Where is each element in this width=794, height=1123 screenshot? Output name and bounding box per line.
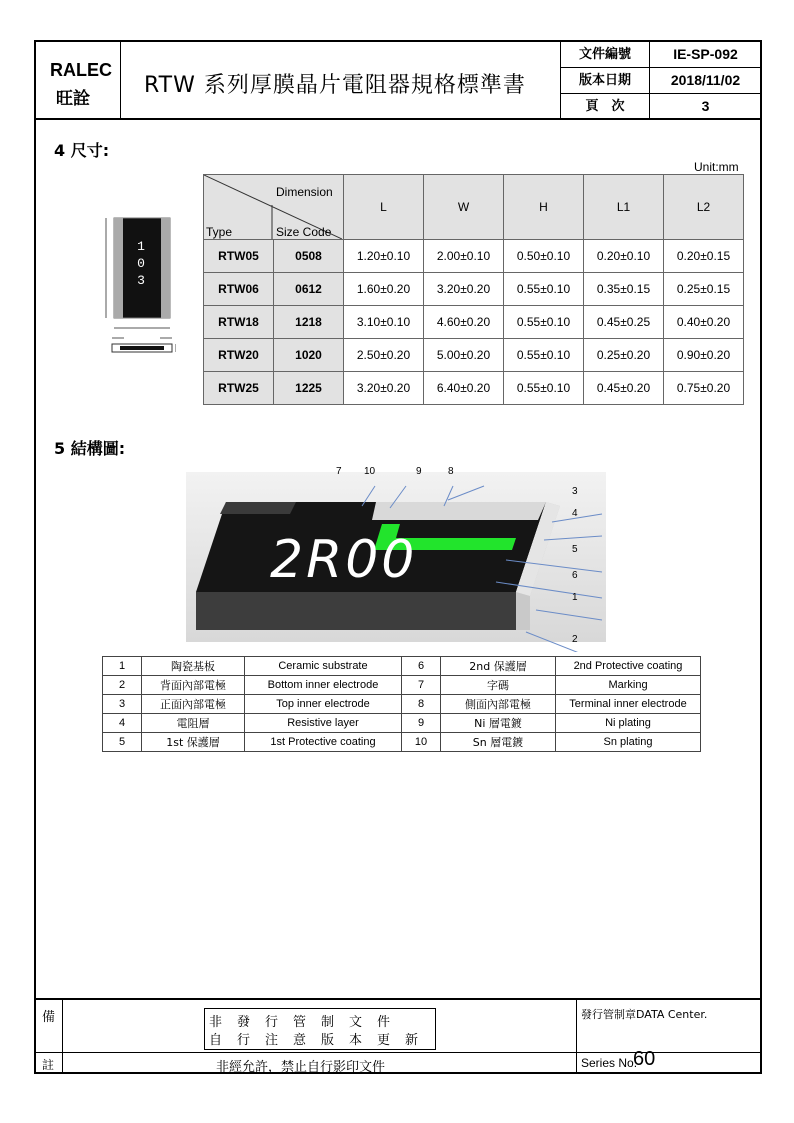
type-cell: RTW05: [204, 240, 274, 272]
type-code-cell: [204, 273, 344, 306]
company-logo: [36, 42, 121, 118]
size-code-cell: 1225: [295, 381, 322, 395]
control-stamp: [204, 1008, 436, 1050]
value-cell: 5.00±0.20: [424, 339, 504, 372]
copy-notice: 非經允許，禁止自行影印文件: [216, 1060, 386, 1075]
dimension-table: [203, 174, 744, 405]
parts-row: [103, 676, 701, 695]
callout-7: 7: [336, 466, 342, 477]
part-number: 3: [103, 695, 142, 714]
series-label: Series No.: [581, 1056, 638, 1070]
value-cell: 0.35±0.15: [584, 273, 664, 306]
callout-9: 9: [416, 466, 422, 477]
part-number: 9: [402, 714, 441, 733]
part-name-en: Ni plating: [556, 714, 701, 733]
value-cell: 0.55±0.10: [504, 339, 584, 372]
table-row: [204, 339, 744, 372]
corner-size-code: Size Code: [276, 225, 332, 239]
column-header: L: [344, 175, 424, 240]
callout-3: 3: [572, 486, 578, 497]
part-name-en: Resistive layer: [245, 714, 402, 733]
part-number: 2: [103, 676, 142, 695]
value-cell: 0.55±0.10: [504, 273, 584, 306]
part-number: 5: [103, 733, 142, 752]
table-row: [204, 372, 744, 405]
size-code-cell: 1020: [295, 348, 322, 362]
table-corner-cell: [204, 175, 344, 240]
part-name-zh: 背面內部電極: [142, 676, 245, 695]
document-footer: [36, 998, 760, 1074]
value-cell: 0.75±0.20: [664, 372, 744, 405]
value-cell: 0.25±0.15: [664, 273, 744, 306]
value-cell: 4.60±0.20: [424, 306, 504, 339]
part-name-en: Terminal inner electrode: [556, 695, 701, 714]
part-number: 8: [402, 695, 441, 714]
parts-row: [103, 657, 701, 676]
part-name-zh: Ni 層電鍍: [441, 714, 556, 733]
footer-right-col: [576, 1000, 761, 1074]
meta-row-date: [561, 68, 761, 94]
footer-label-col: [36, 1000, 63, 1074]
parts-row: [103, 733, 701, 752]
parts-table-body: [103, 657, 701, 752]
table-row: [204, 273, 744, 306]
value-cell: 0.90±0.20: [664, 339, 744, 372]
part-name-en: Ceramic substrate: [245, 657, 402, 676]
dimension-drawing: [96, 210, 176, 380]
value-cell: 2.50±0.20: [344, 339, 424, 372]
parts-row: [103, 714, 701, 733]
column-header: L1: [584, 175, 664, 240]
footer-label-bottom: 註: [42, 1058, 55, 1072]
value-cell: 3.20±0.20: [344, 372, 424, 405]
stamp-line-2: 自行注意版本更新: [209, 1033, 434, 1048]
part-number: 6: [402, 657, 441, 676]
part-number: 4: [103, 714, 142, 733]
size-code-cell: 0508: [295, 249, 322, 263]
dimension-table-body: [204, 240, 744, 405]
section-4-title: 4 尺寸:: [54, 141, 110, 160]
type-code-cell: [204, 240, 344, 273]
value-cell: 2.00±0.10: [424, 240, 504, 273]
issuer-label: 發行管制章DATA Center.: [581, 1008, 708, 1021]
part-name-en: Bottom inner electrode: [245, 676, 402, 695]
size-code-cell: 0612: [295, 282, 322, 296]
size-code-cell: 1218: [295, 315, 322, 329]
series-number: 60: [633, 1048, 656, 1070]
value-cell: 3.10±0.10: [344, 306, 424, 339]
part-number: 7: [402, 676, 441, 695]
part-name-zh: Sn 層電鍍: [441, 733, 556, 752]
part-name-zh: 電阻層: [142, 714, 245, 733]
callout-2: 2: [572, 634, 578, 645]
callout-10: 10: [364, 466, 376, 477]
table-row: [204, 306, 744, 339]
part-name-zh: 陶瓷基板: [142, 657, 245, 676]
type-code-cell: [204, 306, 344, 339]
type-cell: RTW18: [204, 306, 274, 338]
logo-zh: 旺詮: [56, 89, 90, 109]
drawing-marking: 103: [137, 239, 145, 288]
value-cell: 0.20±0.10: [584, 240, 664, 273]
part-name-en: 1st Protective coating: [245, 733, 402, 752]
part-number: 10: [402, 733, 441, 752]
type-cell: RTW06: [204, 273, 274, 305]
part-number: 1: [103, 657, 142, 676]
corner-type: Type: [206, 225, 233, 239]
meta-row-page: [561, 94, 761, 119]
callout-6: 6: [572, 570, 578, 581]
value-cell: 3.20±0.20: [424, 273, 504, 306]
type-code-cell: [204, 339, 344, 372]
meta-key: 版本日期: [561, 68, 650, 93]
part-name-zh: 2nd 保護層: [441, 657, 556, 676]
meta-key: 文件編號: [561, 42, 650, 67]
logo-en: RALEC: [50, 60, 112, 80]
part-name-en: Top inner electrode: [245, 695, 402, 714]
footer-label-top: 備: [42, 1010, 56, 1025]
meta-value: 3: [701, 98, 710, 114]
value-cell: 0.20±0.15: [664, 240, 744, 273]
page-frame: [34, 40, 762, 1074]
document-meta: [560, 42, 761, 118]
type-cell: RTW20: [204, 339, 274, 371]
callout-4: 4: [572, 508, 578, 519]
value-cell: 0.55±0.10: [504, 306, 584, 339]
part-name-en: Sn plating: [556, 733, 701, 752]
stamp-line-1: 非發行管制文件: [209, 1015, 406, 1030]
value-cell: 0.45±0.20: [584, 372, 664, 405]
column-header: H: [504, 175, 584, 240]
parts-table: [102, 656, 701, 752]
part-name-zh: 側面內部電極: [441, 695, 556, 714]
part-name-zh: 1st 保護層: [142, 733, 245, 752]
type-cell: RTW25: [204, 372, 274, 404]
document-title: RTW 系列厚膜晶片電阻器規格標準書: [144, 73, 526, 98]
part-name-en: 2nd Protective coating: [556, 657, 701, 676]
value-cell: 6.40±0.20: [424, 372, 504, 405]
table-row: [204, 240, 744, 273]
part-name-en: Marking: [556, 676, 701, 695]
meta-key: 頁 次: [561, 94, 650, 119]
section-5-title: 5 結構圖:: [54, 439, 126, 458]
callout-1: 1: [572, 592, 578, 603]
value-cell: 0.45±0.25: [584, 306, 664, 339]
value-cell: 1.20±0.10: [344, 240, 424, 273]
corner-dimension: Dimension: [276, 185, 333, 199]
unit-label: Unit:mm: [694, 160, 739, 174]
value-cell: 0.55±0.10: [504, 372, 584, 405]
meta-row-doc-no: [561, 42, 761, 68]
type-code-cell: [204, 372, 344, 405]
table-header-row: [204, 175, 744, 240]
value-cell: 0.25±0.20: [584, 339, 664, 372]
column-header: W: [424, 175, 504, 240]
parts-row: [103, 695, 701, 714]
meta-value: IE-SP-092: [673, 46, 738, 62]
resistor-marking: 2R00: [270, 530, 418, 590]
part-name-zh: 字碼: [441, 676, 556, 695]
footer-divider: [36, 1052, 760, 1053]
value-cell: 0.40±0.20: [664, 306, 744, 339]
value-cell: 1.60±0.20: [344, 273, 424, 306]
callout-5: 5: [572, 544, 578, 555]
callout-8: 8: [448, 466, 454, 477]
part-name-zh: 正面內部電極: [142, 695, 245, 714]
value-cell: 0.50±0.10: [504, 240, 584, 273]
meta-value: 2018/11/02: [670, 72, 741, 88]
column-header: L2: [664, 175, 744, 240]
document-header: [36, 42, 760, 120]
